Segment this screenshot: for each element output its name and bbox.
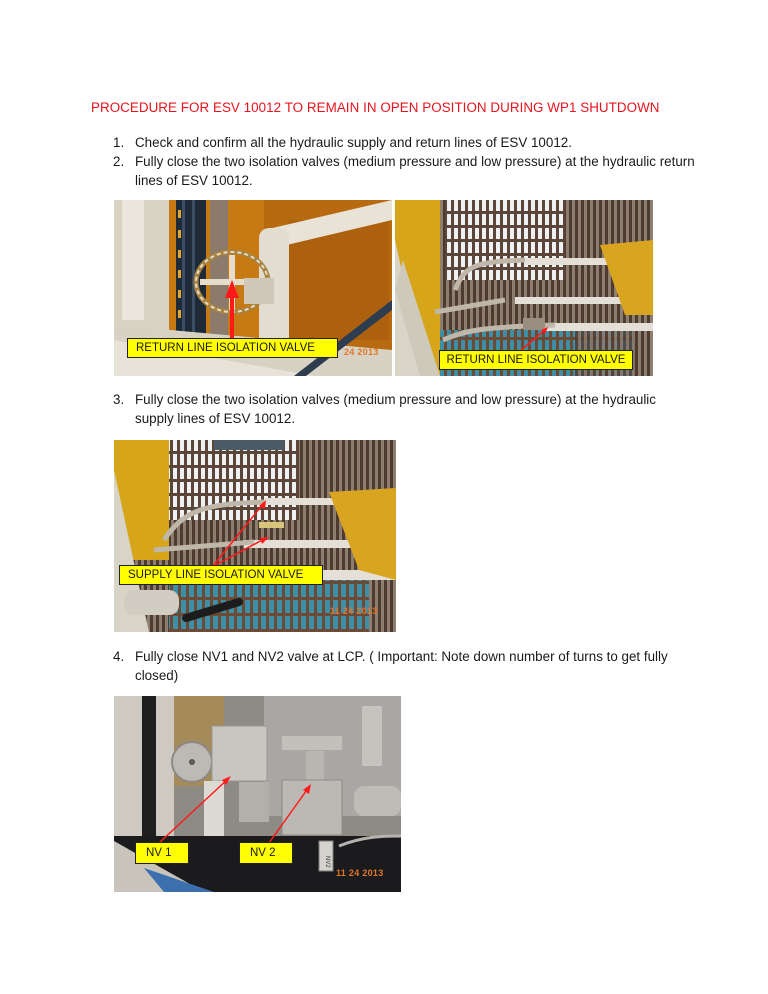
step-text: Check and confirm all the hydraulic supply and return lines of ESV 10012. [135, 135, 572, 150]
return-line-valve-label: RETURN LINE ISOLATION VALVE [439, 350, 633, 370]
nv1-label: NV 1 [135, 842, 189, 864]
step-number: 3. [113, 392, 125, 407]
nv-valves-photo [114, 696, 401, 892]
date-stamp: 24 2013 [344, 347, 379, 357]
nv2-tag-text: NV2 [324, 856, 330, 868]
document-title: PROCEDURE FOR ESV 10012 TO REMAIN IN OPEN POSITION DURING WP1 SHUTDOWN [91, 100, 660, 115]
date-stamp: 11 24 2013 [336, 868, 384, 878]
step-number: 4. [113, 649, 125, 664]
date-stamp: 11 24 2013 [330, 606, 378, 616]
supply-line-valve-photo [114, 440, 396, 632]
step-number: 2. [113, 154, 125, 169]
return-line-valve-photo-2 [395, 200, 653, 376]
step-number: 1. [113, 135, 125, 150]
step-text: Fully close the two isolation valves (medium pressure and low pressure) at the hydraulic supply lines of ESV 10012. [135, 392, 656, 426]
nv2-label: NV 2 [239, 842, 293, 864]
return-line-valve-photo-1 [114, 200, 392, 376]
step-text: Fully close NV1 and NV2 valve at LCP. ( Important: Note down number of turns to get fully closed) [135, 649, 668, 683]
return-line-valve-label: RETURN LINE ISOLATION VALVE [127, 338, 338, 358]
supply-line-valve-label: SUPPLY LINE ISOLATION VALVE [119, 565, 323, 585]
step-text: Fully close the two isolation valves (medium pressure and low pressure) at the hydraulic return lines of ESV 10012. [135, 154, 695, 188]
